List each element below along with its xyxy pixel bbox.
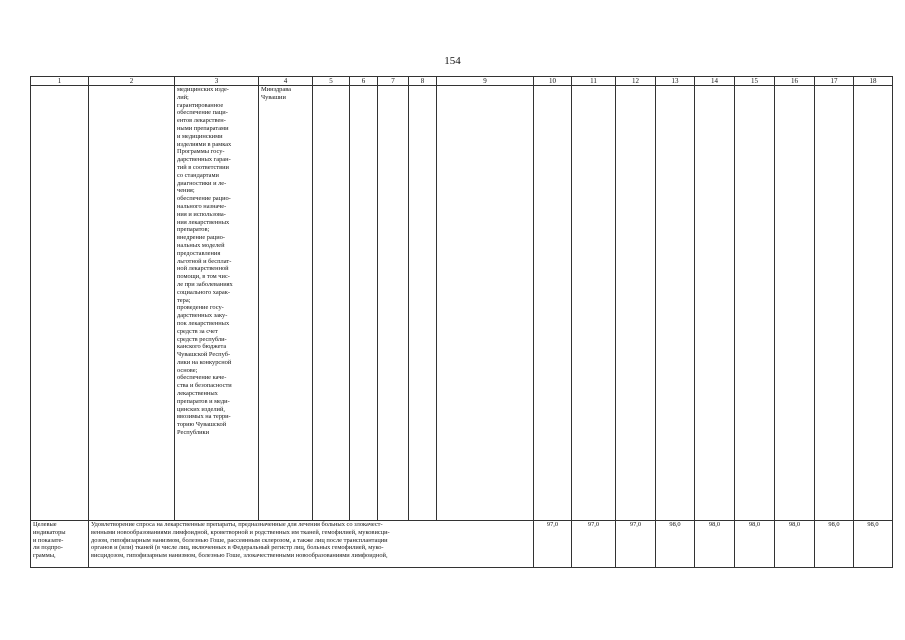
- executor-cell: Минздрава Чувашии: [259, 86, 313, 521]
- col-header: 15: [735, 77, 775, 86]
- col-header: 7: [378, 77, 409, 86]
- col-header: 6: [350, 77, 378, 86]
- cell-empty: [437, 86, 534, 521]
- col-header: 12: [616, 77, 656, 86]
- col-header: 3: [175, 77, 259, 86]
- col-header: 13: [656, 77, 695, 86]
- cell-empty: [534, 86, 572, 521]
- cell-empty: [409, 86, 437, 521]
- cell-empty: [89, 86, 175, 521]
- page-number: 154: [444, 55, 461, 67]
- column-number-row: [31, 77, 893, 86]
- indicator-row: [31, 521, 893, 568]
- cell-empty: [572, 86, 616, 521]
- col-header: 2: [89, 77, 175, 86]
- indicator-value: 98,0: [815, 521, 854, 568]
- indicator-value: 98,0: [656, 521, 695, 568]
- col-header: 10: [534, 77, 572, 86]
- indicator-value: 98,0: [695, 521, 735, 568]
- col-header: 8: [409, 77, 437, 86]
- program-table: [30, 76, 893, 568]
- col-header: 9: [437, 77, 534, 86]
- col-header: 18: [854, 77, 893, 86]
- indicator-value: 97,0: [616, 521, 656, 568]
- cell-empty: [378, 86, 409, 521]
- col-header: 16: [775, 77, 815, 86]
- measures-cell: медицинских изде- лий; гарантированное обеспечение паци- ентов лекарствен- ными препаратами и медицинскими изделиями в рамках Программы госу- дарственных гаран- тий в соответствии со стандартами диагностики и ле- чения; обеспечение рацио- нального назначе- ния и использова- ния лекарственных препаратов; внедрение рацио- нальных моделей предоставления льготной и бесплат- ной лекарственной помощи, в том чис- ле при заболеваниях социального харак- тера; проведение госу- дарственных заку- пок лекарственных средств за счет средств республи- канского бюджета Чувашской Респуб- лики на конкурсной основе; обеспечение каче- ства и безопасности лекарственных препаратов и меди- цинских изделий, ввозимых на терри- торию Чувашской Республики: [175, 86, 259, 521]
- cell-empty: [656, 86, 695, 521]
- cell-empty: [350, 86, 378, 521]
- col-header: 5: [313, 77, 350, 86]
- cell-empty: [854, 86, 893, 521]
- cell-empty: [31, 86, 89, 521]
- col-header: 17: [815, 77, 854, 86]
- col-header: 4: [259, 77, 313, 86]
- indicator-text-cell: Удовлетворение спроса на лекарственные препараты, предназначенные для лечения больных со злокачест- венными новообразованиями лимфоидной, кроветворной и родственных им тканей, гемофилией, муковисци- дозом, гипофизарным нанизмом, болезнью Гоше, рассеянным склерозом, а также лиц после трансплантации органов и (или) тканей (в числе лиц, включенных в Федеральный регистр лиц, больных гемофилией, муко- висцидозом, гипофизарным нанизмом, болезнью Гоше, злокачественными новообразованиями лимфоидной,: [89, 521, 534, 568]
- indicator-label-cell: Целевые индикаторы и показате- ли подпро- граммы,: [31, 521, 89, 568]
- indicator-value: 98,0: [854, 521, 893, 568]
- indicator-value: 98,0: [735, 521, 775, 568]
- col-header: 11: [572, 77, 616, 86]
- cell-empty: [313, 86, 350, 521]
- indicator-value: 98,0: [775, 521, 815, 568]
- table-row: [31, 86, 893, 521]
- indicator-value: 97,0: [534, 521, 572, 568]
- cell-empty: [775, 86, 815, 521]
- col-header: 14: [695, 77, 735, 86]
- cell-empty: [695, 86, 735, 521]
- cell-empty: [815, 86, 854, 521]
- indicator-value: 97,0: [572, 521, 616, 568]
- col-header: 1: [31, 77, 89, 86]
- cell-empty: [616, 86, 656, 521]
- cell-empty: [735, 86, 775, 521]
